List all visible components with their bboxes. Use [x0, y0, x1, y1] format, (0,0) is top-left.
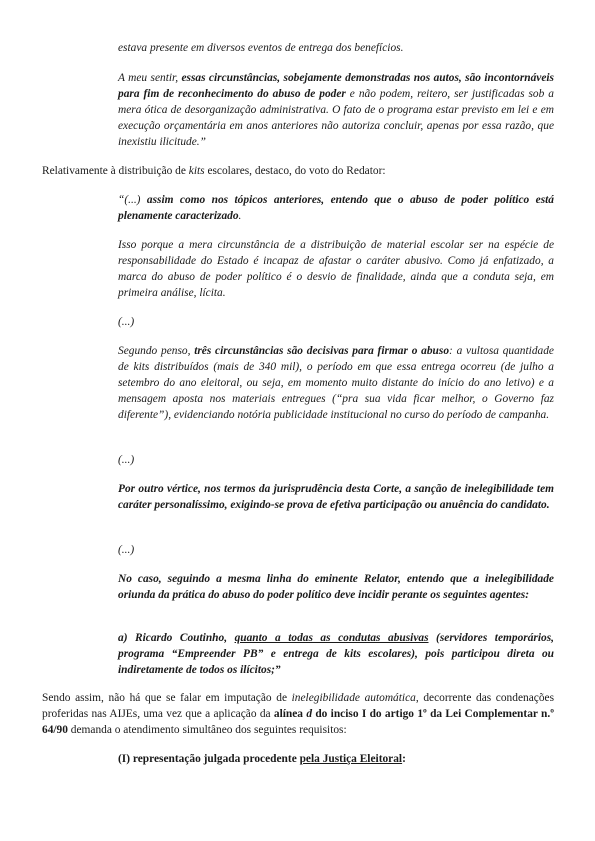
- body-bold-text: do inciso I do artigo 1º da Lei Complementar n.º 64/90: [42, 708, 554, 736]
- body-italic-text: kits: [188, 165, 205, 177]
- quote-text: A meu sentir,: [118, 72, 182, 84]
- quote-bold-text: essas circunstâncias, sobejamente demonstradas nos autos, são incontornáveis para fim de reconhecimento do abuso de poder: [118, 72, 554, 100]
- quote-text: e não podem, reitero, ser justificadas sob a mera ótica de desorganização administrativa. O fato de o programa estar previsto em lei e em execução orçamentária em anos anteriores não autoriza concluir, apenas por essa razão, que inexistiu ilicitude.”: [118, 88, 555, 148]
- ellipsis-text: (...): [118, 316, 135, 328]
- body-text: Relativamente à distribuição de: [42, 165, 189, 177]
- quote-bold-text: assim como nos tópicos anteriores, entendo que o abuso de poder político está plenamente caracterizado: [118, 194, 554, 222]
- quote-text: : a vultosa quantidade de kits distribuídos (mais de 340 mil), o período em que essa entrega ocorreu (de julho a setembro do ano eleitoral, ou seja, em momento muito distante do início do ano letivo) e a mensagem aposta nos materiais entregues (“pra sua vida ficar melhor, o Governo faz diferente”), evidenciando notória publicidade institucional no curso do período de campanha.: [118, 345, 554, 421]
- body-text: Sendo assim, não há que se falar em imputação de: [42, 692, 292, 704]
- body-paragraph-1: [42, 163, 554, 179]
- quote-text: .: [238, 210, 242, 222]
- requirement-item-1: [118, 751, 554, 767]
- body-text: escolares, destaco, do voto do Redator:: [204, 165, 386, 177]
- requirement-text: (I) representação julgada procedente: [118, 753, 300, 765]
- quote-bold-text: No caso, seguindo a mesma linha do eminente Relator, entendo que a inelegibilidade oriunda da prática do abuso do poder político deve incidir perante os seguintes agentes:: [118, 573, 554, 601]
- body-bold-italic-text: d: [306, 708, 313, 720]
- quote-paragraph-6: [118, 481, 554, 513]
- body-bold-text: alínea: [273, 708, 307, 720]
- ellipsis-text: (...): [118, 454, 135, 466]
- ellipsis-text: (...): [118, 544, 135, 556]
- quote-ellipsis-1: [118, 314, 554, 330]
- quote-text: Isso porque a mera circunstância de a distribuição de material escolar ser na espécie de responsabilidade do Estado é incapaz de afastar o caráter abusivo. Como já enfatizado, a marca do abuso de poder político é o desvio de finalidade, ainda que a conduta seja, em primeira análise, lícita.: [118, 239, 554, 299]
- quote-bold-text: três circunstâncias são decisivas para firmar o abuso: [194, 345, 450, 357]
- quote-underlined-text: quanto a todas as condutas abusivas: [234, 632, 429, 644]
- quote-ellipsis-2: [118, 452, 554, 468]
- quote-text: “(...): [118, 194, 147, 206]
- quote-bold-text: Por outro vértice, nos termos da jurisprudência desta Corte, a sanção de inelegibilidade tem caráter personalíssimo, exigindo-se prova de efetiva participação ou anuência do candidato.: [118, 483, 554, 511]
- requirement-underlined-text: pela Justiça Eleitoral: [299, 753, 403, 765]
- quote-bold-text: a) Ricardo Coutinho,: [118, 632, 235, 644]
- quote-paragraph-1: [118, 40, 554, 56]
- quote-ellipsis-3: [118, 542, 554, 558]
- quote-bold-group: [118, 632, 554, 676]
- quote-paragraph-8: [118, 630, 554, 678]
- body-text: demanda o atendimento simultâneo dos seguintes requisitos:: [67, 724, 347, 736]
- requirement-text: :: [402, 753, 406, 765]
- body-text: , decorrente das condenações proferidas nas AIJEs, uma vez que a aplicação da: [42, 692, 554, 720]
- quote-paragraph-7: [118, 571, 554, 603]
- quote-paragraph-4: [118, 237, 554, 301]
- quote-text: estava presente em diversos eventos de entrega dos benefícios.: [118, 42, 404, 54]
- quote-text: Segundo penso,: [118, 345, 195, 357]
- quote-paragraph-2: [118, 70, 554, 150]
- quote-bold-text: (servidores temporários, programa “Empreender PB” e entrega de kits escolares), pois participou direta ou indiretamente de todos os ilícitos;”: [118, 632, 554, 676]
- quote-paragraph-5: [118, 343, 554, 423]
- body-paragraph-2: [42, 690, 554, 738]
- quote-paragraph-3: [118, 192, 554, 224]
- requirement-bold-group: [118, 753, 406, 765]
- body-italic-text: inelegibilidade automática: [291, 692, 416, 704]
